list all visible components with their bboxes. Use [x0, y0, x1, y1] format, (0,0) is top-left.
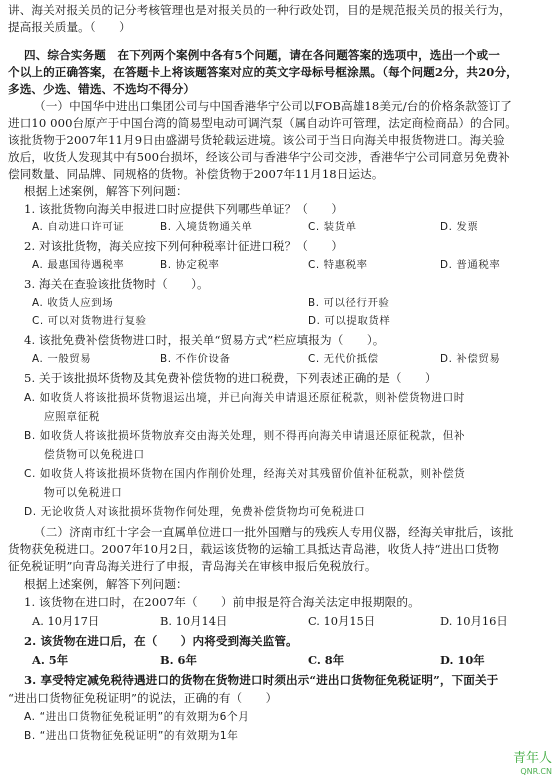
option-long: C. 如收货人将该批损坏货物在国内作削价处理，经海关对其残留价值补征税款，则补偿货 — [24, 468, 466, 480]
question-2-1: 1. 该货物在进口时，在2007年（ ）前申报是符合海关法定申报期限的。 — [24, 595, 420, 609]
case-text: 征免税证明”向青岛海关进行了申报，青岛海关在审核申报后免税放行。 — [8, 559, 377, 573]
instruction-text: 根据上述案例，解答下列问题： — [24, 184, 188, 198]
question-1-4: 4. 该批免费补偿货物进口时，报关单“贸易方式”栏应填报为（ ）。 — [24, 333, 385, 347]
question-2-2-options — [32, 652, 550, 668]
option: C. 装货单 — [308, 221, 357, 233]
option: C. 无代价抵偿 — [308, 353, 379, 365]
option-long: B. “进出口货物征免税证明”的有效期为1年 — [24, 730, 239, 742]
case-text: 放后，收货人发现其中有500台损坏，经该公司与香港华宁公司交涉，香港华宁公司同意另免费补 — [8, 150, 510, 164]
question-1-2-options — [32, 257, 550, 273]
option: C. 可以对货物进行复验 — [32, 315, 147, 327]
option: A. 收货人应到场 — [32, 297, 114, 309]
option: A. 自动进口许可证 — [32, 221, 125, 233]
option: C. 8年 — [308, 653, 345, 667]
question-1-2: 2. 对该批货物，海关应按下列何种税率计征进口税？（ ） — [24, 239, 344, 253]
question-1-1: 1. 该批货物向海关申报进口时应提供下列哪些单证？（ ） — [24, 202, 344, 216]
option: B. 协定税率 — [160, 259, 220, 271]
option: C. 特惠税率 — [308, 259, 368, 271]
case-text: （一）中国华中进出口集团公司与中国香港华宁公司以FOB高雄18美元/台的价格条款签订了 — [34, 99, 512, 113]
option: D. 10年 — [440, 653, 485, 667]
watermark-text: 青年人 — [512, 751, 552, 766]
option: A. 5年 — [32, 653, 69, 667]
section-heading: 个以上的正确答案，在答题卡上将该题答案对应的英文字母标号框涂黑。（每个问题2分，共20分， — [8, 65, 518, 79]
option: D. 发票 — [440, 221, 479, 233]
case-text: 进口10 000台原产于中国台湾的简易型电动可调汽泵（属自动许可管理，法定商检商品）的合同。 — [8, 116, 517, 130]
option-long: 偿货物可以免税进口 — [44, 449, 145, 461]
option: C. 10月15日 — [308, 614, 376, 628]
option: B. 入境货物通关单 — [160, 221, 253, 233]
option: A. 一般贸易 — [32, 353, 92, 365]
question-1-3: 3. 海关在查验该批货物时（ ）。 — [24, 277, 209, 291]
instruction-text: 根据上述案例，解答下列问题： — [24, 577, 188, 591]
question-2-3-cont: “进出口货物征免税证明”的说法，正确的有（ ） — [8, 691, 278, 705]
section-heading: 四、综合实务题 在下列两个案例中各有5个问题，请在各问题答案的选项中，选出一个或一 — [24, 48, 500, 62]
option-long: B. 如收货人将该批损坏货物放弃交由海关处理，则不得再向海关申请退还原征税款，但补 — [24, 430, 466, 442]
question-1-3-options-a — [32, 295, 550, 311]
text-line: 提高报关质量。（ ） — [8, 20, 131, 34]
case-text: 货物获免税进口。2007年10月2日，载运该货物的运输工具抵达青岛港，收货人持“进出口货物 — [8, 542, 500, 556]
option-long: A. “进出口货物征免税证明”的有效期为6个月 — [24, 711, 250, 723]
option: D. 可以提取货样 — [308, 315, 391, 327]
watermark-subtext: QNR.CN — [520, 767, 552, 776]
question-1-4-options — [32, 351, 550, 367]
option: A. 10月17日 — [32, 614, 100, 628]
option-long: 物可以免税进口 — [44, 487, 123, 499]
option-long: A. 如收货人将该批损坏货物退运出境，并已向海关申请退还原征税款，则补偿货物进口时 — [24, 392, 465, 404]
question-1-1-options — [32, 219, 550, 235]
option: A. 最惠国待遇税率 — [32, 259, 125, 271]
case-text: （二）济南市红十字会一直属单位进口一批外国赠与的残疾人专用仪器，经海关审批后，该批 — [34, 525, 514, 539]
option: D. 10月16日 — [440, 614, 508, 628]
question-1-3-options-b — [32, 313, 550, 329]
option-long: 应照章征税 — [44, 411, 100, 423]
text-line: 讲、海关对报关员的记分考核管理也是对报关员的一种行政处罚，目的是规范报关员的报关行为， — [8, 3, 511, 17]
option: B. 6年 — [160, 653, 197, 667]
question-2-3: 3. 享受特定减免税待遇进口的货物在货物进口时须出示“进出口货物征免税证明”，下面关于 — [24, 673, 499, 687]
watermark-logo — [513, 752, 552, 778]
option: B. 不作价设备 — [160, 353, 231, 365]
case-text: 该批货物于2007年11月9日由盛湖号货轮载运进境。该公司于当日向海关申报货物进口。海关验 — [8, 133, 505, 147]
option-long: D. 无论收货人对该批损坏货物作何处理，免费补偿货物均可免税进口 — [24, 506, 366, 518]
case-text: 偿同数量、同品牌、同规格的货物。补偿货物于2007年11月18日运达。 — [8, 167, 384, 181]
question-2-2: 2. 该货物在进口后，在（ ）内将受到海关监管。 — [24, 634, 298, 648]
option: D. 普通税率 — [440, 259, 501, 271]
option: D. 补偿贸易 — [440, 353, 501, 365]
option: B. 10月14日 — [160, 614, 228, 628]
section-heading: 多选、少选、错选、不选均不得分） — [8, 82, 196, 96]
question-2-1-options — [32, 613, 550, 629]
question-1-5: 5. 关于该批损坏货物及其免费补偿货物的进口税费，下列表述正确的是（ ） — [24, 371, 437, 385]
option: B. 可以径行开验 — [308, 297, 390, 309]
